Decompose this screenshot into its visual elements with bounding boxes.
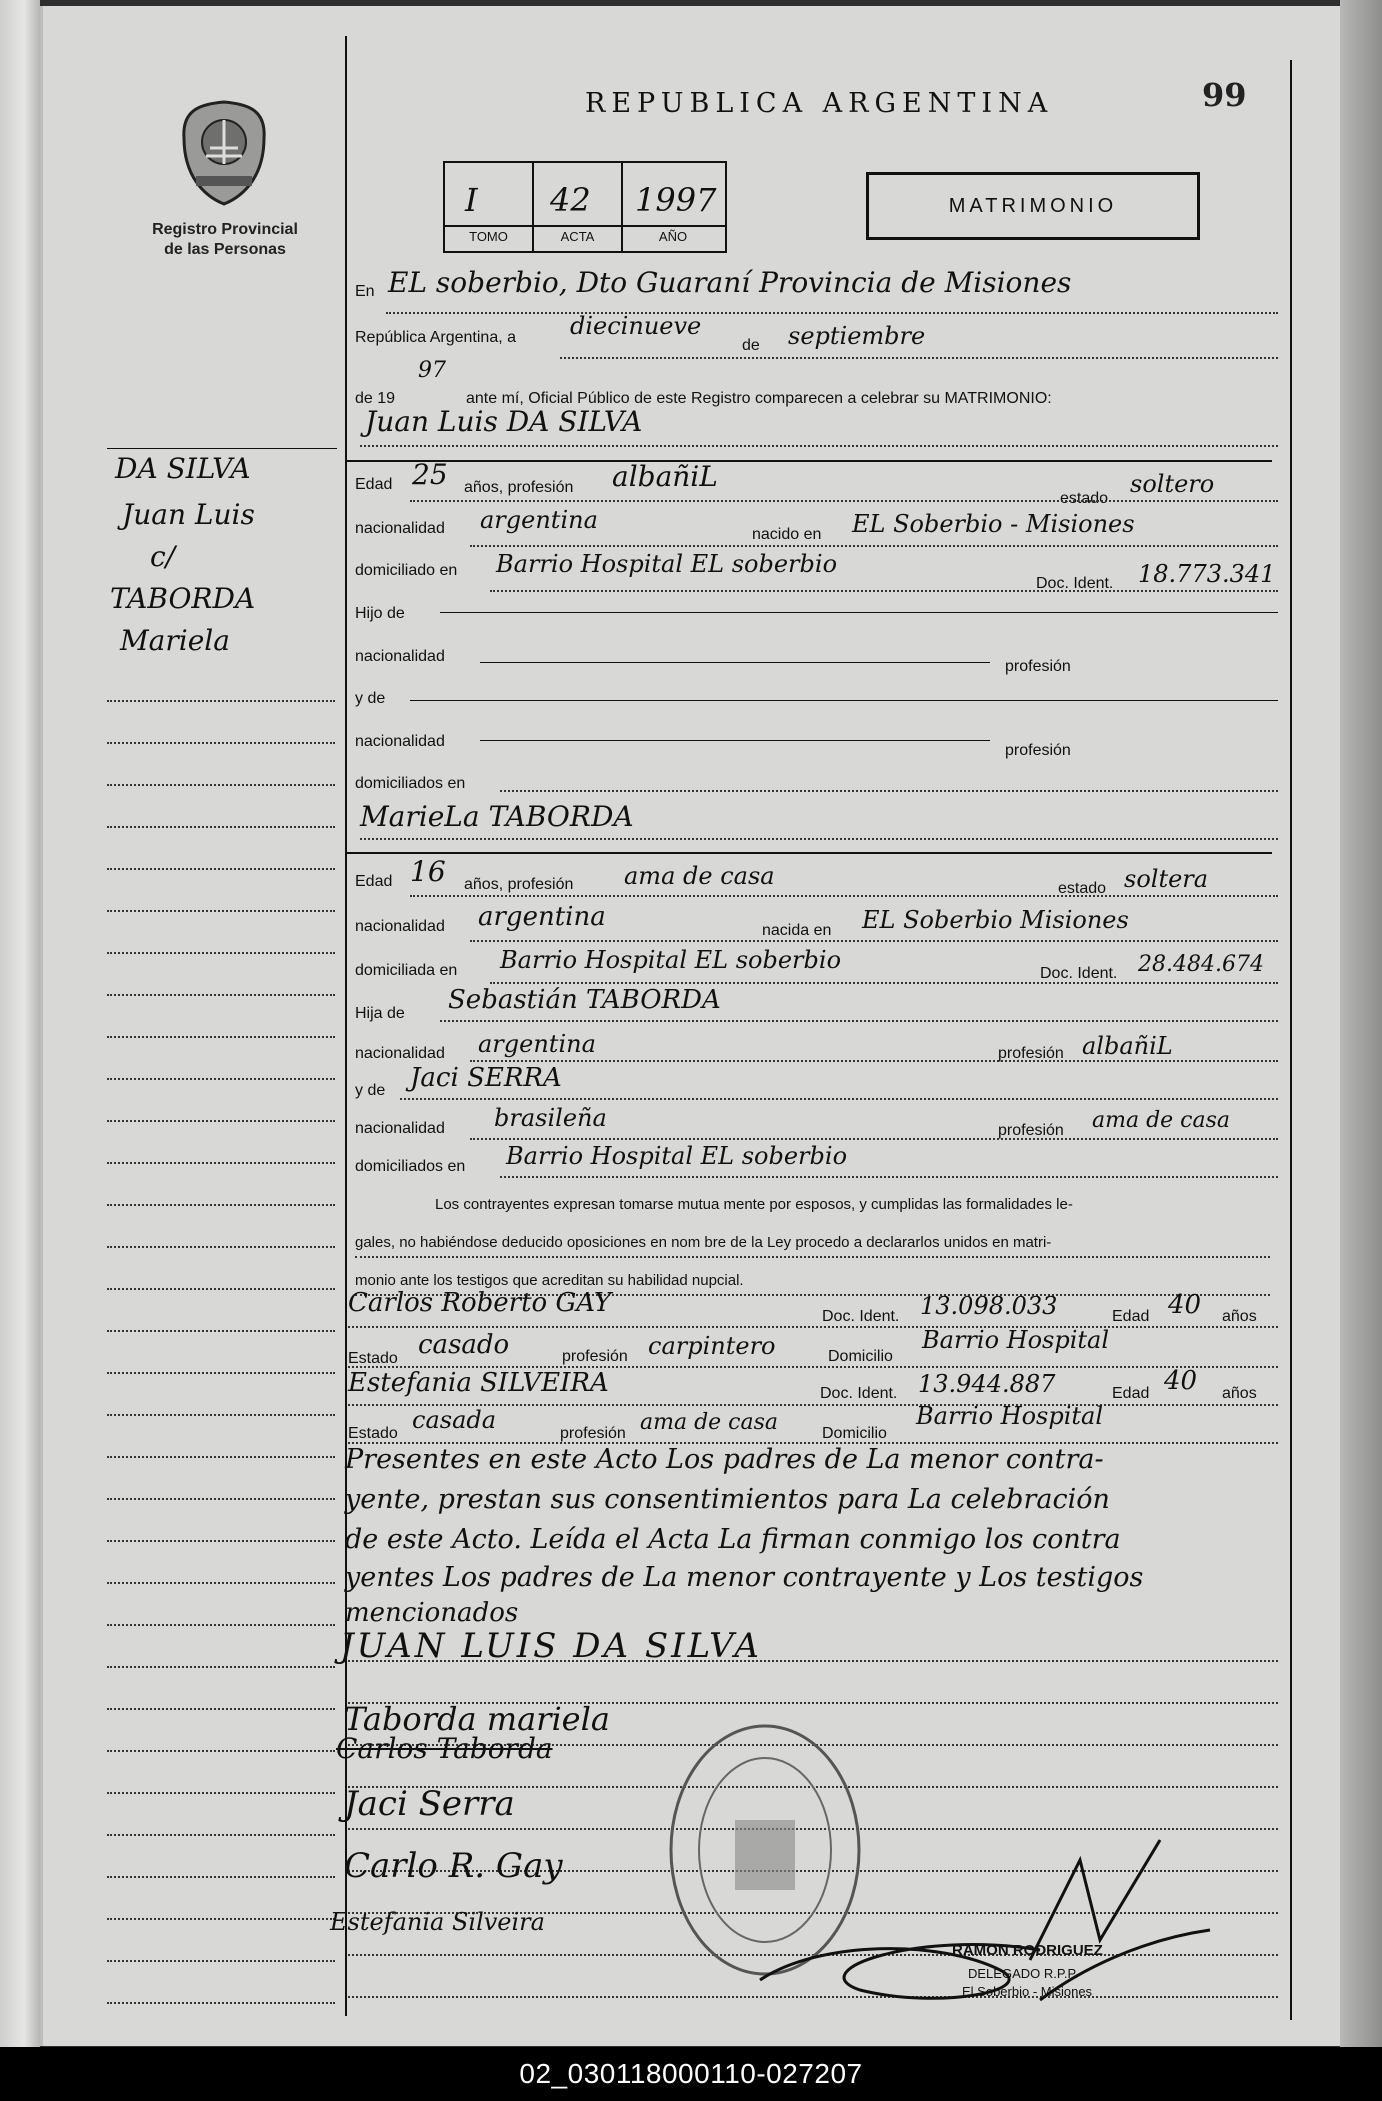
bride-mother-profession: ama de casa — [1092, 1108, 1231, 1133]
margin-dotted-line — [107, 2002, 335, 2004]
ano-value: 1997 — [635, 181, 717, 219]
formula-line1: Los contrayentes expresan tomarse mutua mente por esposos, y cumplidas las formalidades le- — [435, 1196, 1073, 1213]
bride-estado: soltera — [1124, 865, 1209, 893]
province-seal-icon — [178, 98, 270, 208]
bride-mother-prof-label: profesión — [998, 1122, 1064, 1139]
bride-name: MarieLa TABORDA — [360, 800, 634, 833]
witness1-prof-label: profesión — [562, 1348, 628, 1365]
bride-hija-label: Hija de — [355, 1005, 405, 1022]
margin-dotted-line — [107, 1918, 335, 1920]
margin-dotted-line — [107, 1624, 335, 1626]
margin-dotted-line — [107, 910, 335, 912]
margin-dotted-line — [107, 994, 335, 996]
margin-dotted-line — [107, 826, 335, 828]
groom-nacido-label: nacido en — [752, 526, 822, 543]
official-place: El Soberbio - Misiones — [962, 1984, 1093, 1999]
margin-name-4: TABORDA — [110, 582, 256, 615]
bride-anos-label: años, profesión — [464, 876, 574, 893]
witness1-anos-label: años — [1222, 1308, 1257, 1325]
bride-father-nac-label: nacionalidad — [355, 1045, 445, 1062]
registry-line1: Registro Provincial — [152, 221, 298, 238]
margin-dotted-line — [107, 1540, 335, 1542]
bride-father-nationality: argentina — [478, 1030, 596, 1058]
margin-dotted-line — [107, 1330, 335, 1332]
bride-doc-label: Doc. Ident. — [1040, 965, 1118, 982]
margin-name-1: DA SILVA — [115, 452, 251, 485]
official-title: DELEGADO R.P.P. — [968, 1966, 1079, 1981]
groom-nationality: argentina — [480, 506, 598, 534]
bride-nac-label: nacionalidad — [355, 918, 445, 935]
witness1-name: Carlos Roberto GAY — [348, 1288, 612, 1318]
bride-father-profession: albañiL — [1082, 1032, 1173, 1060]
groom-profession: albañiL — [612, 460, 718, 493]
witness2-name: Estefania SILVEIRA — [348, 1368, 609, 1398]
groom-hijo-label: Hijo de — [355, 605, 405, 622]
margin-dotted-line — [107, 1876, 335, 1878]
tomo-label: TOMO — [469, 229, 508, 244]
witness2-anos-label: años — [1222, 1385, 1257, 1402]
day: diecinueve — [570, 312, 702, 340]
margin-dotted-line — [107, 1834, 335, 1836]
scan-footer-id: 02_030118000110-027207 — [0, 2047, 1382, 2101]
official-name: RAMON RODRIGUEZ — [952, 1942, 1103, 1959]
bride-nationality: argentina — [478, 902, 606, 932]
margin-dotted-line — [107, 1288, 335, 1290]
note-line-2: yente, prestan sus consentimientos para La celebración — [345, 1484, 1110, 1515]
signature-bride: Taborda mariela — [344, 1700, 610, 1738]
bride-birthplace: EL Soberbio Misiones — [862, 906, 1129, 934]
witness2-doc: 13.944.887 — [918, 1370, 1056, 1398]
margin-dotted-line — [107, 1456, 335, 1458]
bride-edad-label: Edad — [355, 873, 393, 890]
ante-text: ante mí, Oficial Público de este Registro comparecen a celebrar su MATRIMONIO: — [466, 390, 1052, 407]
witness2-age: 40 — [1164, 1366, 1198, 1396]
witness1-estado: casado — [418, 1330, 510, 1360]
month: septiembre — [788, 322, 926, 350]
groom-prof2-label: profesión — [1005, 742, 1071, 759]
book-binding — [0, 0, 40, 2060]
witness2-estado-label: Estado — [348, 1425, 398, 1442]
witness2-address: Barrio Hospital — [916, 1402, 1104, 1430]
bride-estado-label: estado — [1058, 880, 1107, 897]
bride-doms-label: domiciliados en — [355, 1158, 466, 1175]
margin-dotted-line — [107, 868, 335, 870]
act-type-box: MATRIMONIO — [866, 172, 1200, 240]
country-title: REPUBLICA ARGENTINA — [585, 88, 1054, 119]
groom-dom-label: domiciliado en — [355, 562, 458, 579]
bride-mother-nationality: brasileña — [494, 1104, 607, 1132]
margin-dotted-line — [107, 1666, 335, 1668]
signature-witness2: Estefania Silveira — [330, 1908, 545, 1936]
bride-parents-address: Barrio Hospital EL soberbio — [506, 1142, 848, 1170]
witness2-prof-label: profesión — [560, 1425, 626, 1442]
groom-doms-label: domiciliados en — [355, 775, 466, 792]
ano-label: AÑO — [658, 229, 688, 244]
bride-age: 16 — [410, 855, 446, 888]
en-label: En — [355, 283, 375, 300]
signature-father: Carlos Taborda — [336, 1732, 553, 1765]
margin-dotted-line — [107, 1372, 335, 1374]
witness1-address: Barrio Hospital — [922, 1326, 1110, 1354]
page-number: 99 — [1202, 76, 1247, 114]
groom-estado: soltero — [1130, 470, 1215, 498]
registry-name — [130, 220, 320, 260]
bride-father-prof-label: profesión — [998, 1045, 1064, 1062]
bride-nacida-label: nacida en — [762, 922, 832, 939]
witness2-doc-label: Doc. Ident. — [820, 1385, 898, 1402]
signature-mother: Jaci Serra — [344, 1784, 515, 1824]
place: EL soberbio, Dto Guaraní Provincia de Misiones — [388, 266, 1072, 299]
margin-dotted-line — [107, 1036, 335, 1038]
margin-name-5: Mariela — [120, 624, 230, 657]
groom-prof-label: profesión — [1005, 658, 1071, 675]
acta-value: 42 — [550, 181, 591, 219]
formula-line2: gales, no habiéndose deducido oposiciones en nom bre de la Ley procedo a declararlos unidos en matri- — [355, 1234, 1052, 1251]
tomo-value: I — [465, 181, 478, 219]
margin-dotted-line — [107, 742, 335, 744]
signature-groom: JUAN LUIS DA SILVA — [340, 1626, 762, 1666]
margin-dotted-line — [107, 1204, 335, 1206]
witness1-dom-label: Domicilio — [828, 1348, 893, 1365]
groom-birthplace: EL Soberbio - Misiones — [852, 510, 1135, 538]
groom-nac3-label: nacionalidad — [355, 733, 445, 750]
margin-dotted-line — [107, 784, 335, 786]
margin-name-2: Juan Luis — [122, 498, 255, 531]
groom-age: 25 — [412, 458, 448, 491]
witness1-doc-label: Doc. Ident. — [822, 1308, 900, 1325]
margin-dotted-line — [107, 1414, 335, 1416]
groom-doc: 18.773.341 — [1138, 560, 1276, 588]
witness2-edad-label: Edad — [1112, 1385, 1150, 1402]
bride-profession: ama de casa — [624, 862, 775, 890]
groom-address: Barrio Hospital EL soberbio — [496, 550, 838, 578]
year-prefix: de 19 — [355, 390, 396, 407]
groom-name: Juan Luis DA SILVA — [365, 405, 643, 438]
margin-dotted-line — [107, 1792, 335, 1794]
margin-dotted-line — [107, 1960, 335, 1962]
margin-dotted-line — [107, 1750, 335, 1752]
bride-mother: Jaci SERRA — [410, 1063, 562, 1093]
note-line-4: yentes Los padres de La menor contrayente y Los testigos — [345, 1562, 1144, 1593]
registry-line2: de las Personas — [164, 241, 286, 258]
margin-dotted-line — [107, 1078, 335, 1080]
margin-dotted-line — [107, 1708, 335, 1710]
groom-nac2-label: nacionalidad — [355, 648, 445, 665]
groom-anos-label: años, profesión — [464, 479, 574, 496]
note-line-3: de este Acto. Leída el Acta La firman conmigo los contra — [345, 1524, 1121, 1555]
margin-dotted-line — [107, 700, 335, 702]
margin-dotted-line — [107, 952, 335, 954]
bride-yde-label: y de — [355, 1082, 386, 1099]
bride-address: Barrio Hospital EL soberbio — [500, 946, 842, 974]
witness1-doc: 13.098.033 — [920, 1292, 1058, 1320]
witness1-edad-label: Edad — [1112, 1308, 1150, 1325]
groom-nac-label: nacionalidad — [355, 520, 445, 537]
margin-dotted-line — [107, 1498, 335, 1500]
witness1-profession: carpintero — [648, 1332, 776, 1360]
margin-dotted-line — [107, 1582, 335, 1584]
witness1-estado-label: Estado — [348, 1350, 398, 1367]
witness2-dom-label: Domicilio — [822, 1425, 887, 1442]
groom-yde-label: y de — [355, 690, 386, 707]
witness2-estado: casada — [412, 1406, 497, 1434]
year-suffix: 97 — [418, 358, 446, 383]
witness1-age: 40 — [1168, 1290, 1202, 1320]
record-number-box — [443, 161, 727, 253]
bride-father: Sebastián TABORDA — [448, 985, 721, 1015]
groom-edad-label: Edad — [355, 476, 393, 493]
bride-mother-nac-label: nacionalidad — [355, 1120, 445, 1137]
witness2-profession: ama de casa — [640, 1410, 779, 1435]
de-label: de — [742, 337, 760, 354]
groom-estado-label: estado — [1060, 490, 1109, 507]
groom-doc-label: Doc. Ident. — [1036, 575, 1114, 592]
margin-dotted-line — [107, 1120, 335, 1122]
note-line-1: Presentes en este Acto Los padres de La menor contra- — [345, 1444, 1104, 1475]
margin-dotted-line — [107, 1246, 335, 1248]
margin-name-3: c/ — [150, 540, 176, 573]
margin-dotted-line — [107, 1162, 335, 1164]
bride-dom-label: domiciliada en — [355, 962, 458, 979]
acta-label: ACTA — [560, 229, 595, 244]
right-rule — [1290, 60, 1292, 2020]
signature-witness1: Carlo R. Gay — [344, 1846, 563, 1886]
formula-line3: monio ante los testigos que acreditan su habilidad nupcial. — [355, 1272, 744, 1289]
page-edge — [1340, 0, 1382, 2060]
bride-doc: 28.484.674 — [1138, 952, 1264, 977]
note-line-5: mencionados — [345, 1598, 519, 1628]
republica-label: República Argentina, a — [355, 329, 516, 346]
